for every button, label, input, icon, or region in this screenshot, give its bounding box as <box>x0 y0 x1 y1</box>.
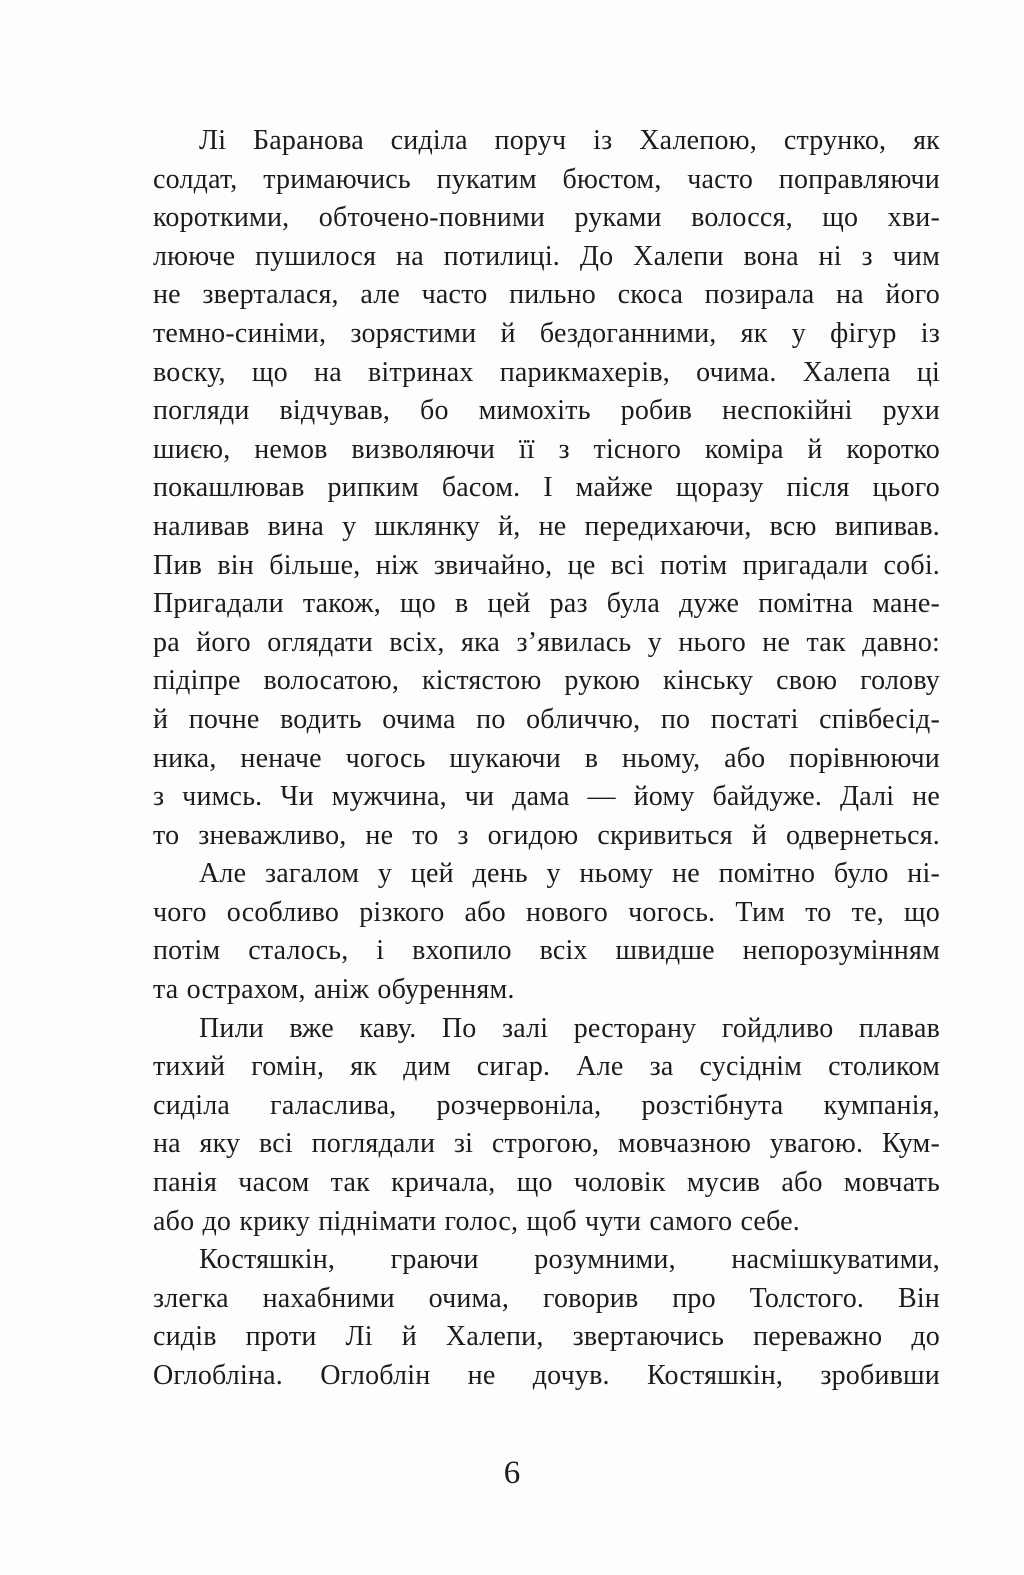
body-text <box>153 122 940 1396</box>
text-line: погляди відчував, бо мимохіть робив неспокійні рухи <box>153 395 940 427</box>
text-line: ника, неначе чогось шукаючи в ньому, або порівнюючи <box>153 742 940 774</box>
text-line: шиєю, немов визволяючи її з тісного коміра й коротко <box>153 433 940 465</box>
text-line: з чимсь. Чи мужчина, чи дама — йому байдуже. Далі не <box>153 781 940 813</box>
text-line: лююче пушилося на потилиці. До Халепи вона ні з чим <box>153 240 940 272</box>
text-line: воску, що на вітринах парикмахерів, очима. Халепа ці <box>153 356 940 388</box>
text-line: Але загалом у цей день у ньому не помітно було ні- <box>199 858 940 890</box>
text-line: Пригадали також, що в цей раз була дуже помітна мане- <box>153 588 940 620</box>
text-line: Лі Баранова сиділа поруч із Халепою, струнко, як <box>199 125 940 156</box>
text-line: не зверталася, але часто пильно скоса позирала на його <box>153 279 940 311</box>
text-line: та острахом, аніж обуренням. <box>153 974 515 1006</box>
text-line: панія часом так кричала, що чоловік мусив або мовчать <box>153 1167 940 1199</box>
text-line: Оглобліна. Оглоблін не дочув. Костяшкін, зробивши <box>153 1360 940 1391</box>
text-line: сиділа галаслива, розчервоніла, розстібнута кумпанія, <box>153 1089 940 1121</box>
text-line: сидів проти Лі й Халепи, звертаючись переважно до <box>153 1321 940 1353</box>
text-line: Костяшкін, граючи розумними, насмішкуватими, <box>199 1244 940 1276</box>
text-line: темно-синіми, зорястими й бездоганними, як у фігур із <box>153 317 940 349</box>
text-line: покашлював рипким басом. І майже щоразу після цього <box>153 472 940 504</box>
text-line: тихий гомін, як дим сигар. Але за сусіднім столиком <box>153 1051 940 1083</box>
text-line: то зневажливо, не то з огидою скривиться й одвернеться. <box>153 819 940 851</box>
text-line: чого особливо різкого або нового чогось. Тим то те, що <box>153 896 940 928</box>
text-line: наливав вина у шклянку й, не передихаючи, всю випивав. <box>153 510 940 542</box>
text-line: або до крику піднімати голос, щоб чути самого себе. <box>153 1205 800 1237</box>
text-line: злегка нахабними очима, говорив про Толстого. Він <box>153 1282 940 1314</box>
text-line: потім сталось, і вхопило всіх швидше непорозумінням <box>153 935 940 967</box>
text-line: й почне водить очима по обличчю, по постаті співбесід- <box>153 703 940 735</box>
text-line: на яку всі поглядали зі строгою, мовчазною увагою. Кум- <box>153 1128 940 1160</box>
text-line: солдат, тримаючись пукатим бюстом, часто поправляючи <box>153 163 940 195</box>
text-line: короткими, обточено-повними руками волосся, що хви- <box>153 202 940 234</box>
text-line: Пили вже каву. По залі ресторану гойдливо плавав <box>199 1012 940 1044</box>
text-line: ра його оглядати всіх, яка з’явилась у нього не так давно: <box>153 626 940 658</box>
text-line: Пив він більше, ніж звичайно, це всі потім пригадали собі. <box>153 549 940 581</box>
page-number: 6 <box>503 1455 521 1491</box>
text-line: підіпре волосатою, кістястою рукою кінську свою голову <box>153 665 940 697</box>
